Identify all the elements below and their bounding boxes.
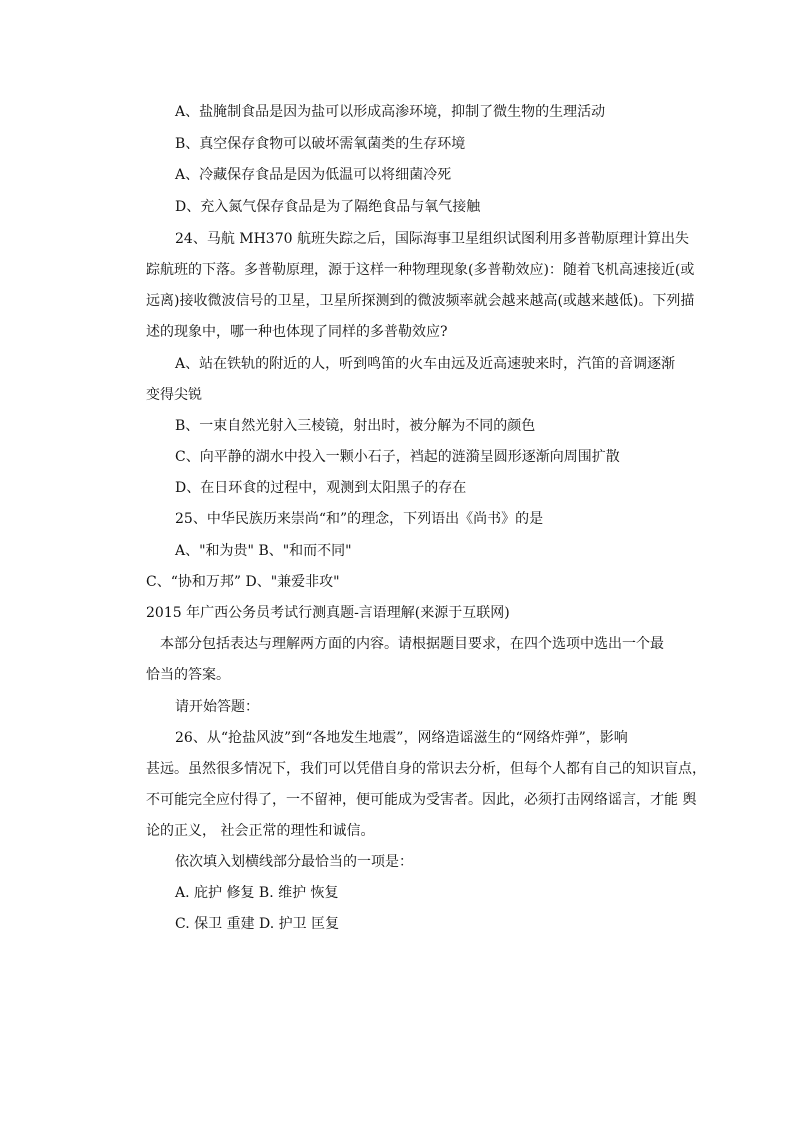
q26-text-line-3: 不可能完全应付得了，一不留神，便可能成为受害者。因此，必须打击网络谣言，才能 舆 [146, 792, 697, 808]
q23-option-a: A、盐腌制食品是因为盐可以形成高渗环境，抑制了微生物的生理活动 [175, 104, 606, 120]
q25-question: 25、中华民族历来崇尚“和”的理念，下列语出《尚书》的是 [175, 511, 544, 527]
q24-option-c: C、向平静的湖水中投入一颗小石子，裆起的涟漪呈圆形逐渐向周围扩散 [175, 449, 620, 465]
q23-option-c: A、冷藏保存食品是因为低温可以将细菌冷死 [175, 167, 452, 183]
q24-option-b: B、一束自然光射入三棱镜，射出时，被分解为不同的颜色 [175, 418, 536, 434]
q26-prompt: 依次填入划横线部分最恰当的一项是： [175, 854, 413, 870]
section-intro-line-1: 本部分包括表达与理解两方面的内容。请根据题目要求，在四个选项中选出一个最 [160, 636, 664, 652]
q24-option-d: D、在日环食的过程中，观测到太阳黑子的存在 [175, 480, 467, 496]
q25-options-ab: A、"和为贵" B、"和而不同" [175, 543, 352, 559]
q23-option-d: D、充入氮气保存食品是为了隔绝食品与氧气接触 [175, 199, 481, 215]
q24-option-a-line-2: 变得尖锐 [146, 387, 202, 403]
section-title: 2015 年广西公务员考试行测真题-言语理解(来源于互联网) [146, 605, 510, 621]
q24-text-line-3: 远离)接收微波信号的卫星，卫星所探测到的微波频率就会越来越高(或越来越低)。下列描 [146, 293, 695, 309]
q25-options-cd: C、“协和万邦” D、"兼爱非攻" [146, 574, 340, 590]
q23-option-b: B、真空保存食物可以破坏需氧菌类的生存环境 [175, 136, 466, 152]
q26-options-cd: C. 保卫 重建 D. 护卫 匡复 [175, 916, 340, 932]
q24-text-line-1: 24、马航 MH370 航班失踪之后，国际海事卫星组织试图利用多普勒原理计算出失 [175, 231, 689, 247]
q24-option-a-line-1: A、站在铁轨的附近的人，听到鸣笛的火车由远及近高速驶来时，汽笛的音调逐渐 [175, 356, 676, 372]
q26-text-line-4: 论的正义， 社会正常的理性和诚信。 [146, 823, 375, 839]
q24-text-line-4: 述的现象中，哪一种也体现了同样的多普勒效应? [146, 324, 448, 340]
section-intro-line-2: 恰当的答案。 [146, 667, 230, 683]
q26-options-ab: A. 庇护 修复 B. 维护 恢复 [175, 885, 339, 901]
q24-text-line-2: 踪航班的下落。多普勒原理，源于这样一种物理现象(多普勒效应)：随着飞机高速接近(或 [146, 262, 695, 278]
start-prompt: 请开始答题： [175, 699, 259, 715]
q26-text-line-2: 甚远。虽然很多情况下，我们可以凭借自身的常识去分析，但每个人都有自己的知识盲点， [146, 761, 706, 777]
q26-text-line-1: 26、从“抢盐风波”到“各地发生地震”，网络造谣滋生的“网络炸弹”，影响 [175, 730, 628, 746]
